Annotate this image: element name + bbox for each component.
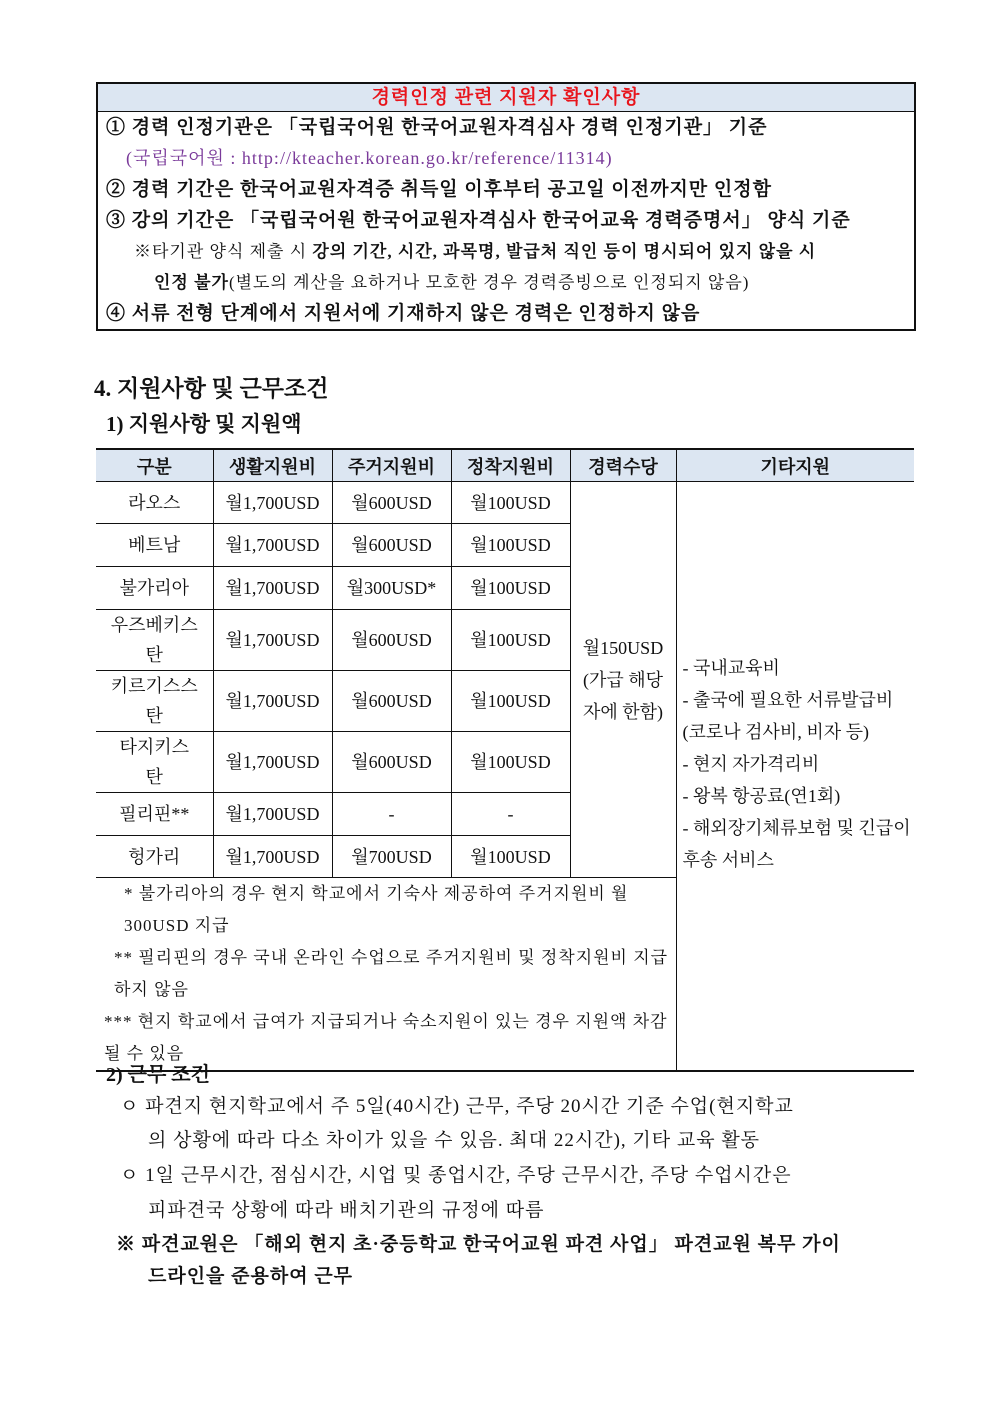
cell: 월1,700USD [213, 793, 332, 836]
country-cell: 헝가리 [96, 836, 213, 878]
header-cell: 경력수당 [570, 449, 676, 482]
cell: 월100USD [451, 671, 570, 732]
cell: 월100USD [451, 567, 570, 610]
cell: 월1,700USD [213, 610, 332, 671]
cell: 월100USD [451, 524, 570, 567]
cell: 월1,700USD [213, 524, 332, 567]
table-row [96, 482, 914, 524]
other-support-item: - 국내교육비 [682, 658, 780, 678]
country-cell: 라오스 [96, 482, 213, 524]
notice-item-3: ③ 강의 기간은 「국립국어원 한국어교원자격심사 한국어교육 경력증명서」 양식 기준 [106, 210, 851, 231]
other-support-item: - 현지 자가격리비 [682, 754, 820, 774]
subsection-title-2: 2) 근무 조건 [106, 1064, 210, 1086]
cell: 월1,700USD [213, 567, 332, 610]
notice-title: 경력인정 관련 지원자 확인사항 [98, 84, 914, 112]
country-cell: 키르기스스탄 [96, 671, 213, 732]
notice-item-3-note [98, 236, 914, 267]
table-header-row [96, 449, 914, 482]
other-support-item: - 해외장기체류보험 및 긴급이후송 서비스 [682, 818, 911, 870]
cell: 월300USD* [332, 567, 451, 610]
country-cell: 베트남 [96, 524, 213, 567]
condition-line: 피파견국 상황에 따라 배치기관의 규정에 따름 [148, 1200, 545, 1221]
note-prefix: ※타기관 양식 제출 시 [134, 242, 313, 261]
header-cell: 주거지원비 [332, 449, 451, 482]
cell: 월600USD [332, 610, 451, 671]
notice-item-2: ② 경력 기간은 한국어교원자격증 취득일 이후부터 공고일 이전까지만 인정함 [106, 179, 772, 200]
table-note: *** 현지 학교에서 급여가 지급되거나 숙소지원이 있는 경우 지원액 차감될 수 있음 [104, 1012, 668, 1063]
cell: 월1,700USD [213, 732, 332, 793]
header-cell: 정착지원비 [451, 449, 570, 482]
note2-rest: (별도의 계산을 요하거나 모호한 경우 경력증빙으로 인정되지 않음) [228, 273, 750, 292]
cell: 월700USD [332, 836, 451, 878]
notice-item-1: ① 경력 인정기관은 「국립국어원 한국어교원자격심사 경력 인정기관」 기준 [106, 117, 768, 138]
support-table [96, 448, 914, 1072]
cell: - [451, 793, 570, 836]
notice-box [96, 82, 916, 331]
cell: 월1,700USD [213, 836, 332, 878]
note2-bold: 인정 불가 [154, 273, 229, 292]
country-cell: 불가리아 [96, 567, 213, 610]
cell: 월1,700USD [213, 482, 332, 524]
other-support-item: - 왕복 항공료(연1회) [682, 786, 841, 806]
cell: 월100USD [451, 610, 570, 671]
country-cell: 타지키스탄 [96, 732, 213, 793]
note-bold: 강의 기간, 시간, 과목명, 발급처 직인 등이 명시되어 있지 않을 시 [312, 242, 817, 261]
cell: 월600USD [332, 671, 451, 732]
table-note: ** 필리핀의 경우 국내 온라인 수업으로 주거지원비 및 정착지원비 지급하지 않음 [114, 948, 669, 999]
cell: 월600USD [332, 482, 451, 524]
header-cell: 기타지원 [676, 449, 914, 482]
cell: 월600USD [332, 524, 451, 567]
notes-cell [96, 878, 676, 1072]
cell: 월600USD [332, 732, 451, 793]
condition-line: 의 상황에 따라 다소 차이가 있을 수 있음. 최대 22시간), 기타 교육 활동 [148, 1130, 761, 1151]
table-note: * 불가리아의 경우 현지 학교에서 기숙사 제공하여 주거지원비 월 300USD 지급 [124, 884, 629, 935]
country-cell: 우즈베키스탄 [96, 610, 213, 671]
cell: - [332, 793, 451, 836]
remark-line: 드라인을 준용하여 근무 [148, 1266, 354, 1287]
career-allowance-cell: 월150USD (가급 해당자에 한함) [570, 482, 676, 878]
remark-line: ※ 파견교원은 「해외 현지 초·중등학교 한국어교원 파견 사업」 파견교원 복무 가이 [116, 1234, 841, 1255]
header-cell: 생활지원비 [213, 449, 332, 482]
other-support-item: - 출국에 필요한 서류발급비 (코로나 검사비, 비자 등) [682, 690, 894, 742]
header-cell: 구분 [96, 449, 213, 482]
reference-link[interactable]: (국립국어원 : http://kteacher.korean.go.kr/reference/11314) [126, 148, 613, 168]
condition-line: ㅇ 파견지 현지학교에서 주 5일(40시간) 근무, 주당 20시간 기준 수업(현지학교 [120, 1096, 794, 1117]
cell: 월100USD [451, 732, 570, 793]
cell: 월100USD [451, 836, 570, 878]
other-support-cell [676, 482, 914, 1072]
cell: 월100USD [451, 482, 570, 524]
cell: 월1,700USD [213, 671, 332, 732]
notice-item-3-note-2 [98, 267, 914, 298]
condition-line: ㅇ 1일 근무시간, 점심시간, 시업 및 종업시간, 주당 근무시간, 주당 수업시간은 [120, 1165, 792, 1186]
notice-item-4: ④ 서류 전형 단계에서 지원서에 기재하지 않은 경력은 인정하지 않음 [106, 303, 701, 324]
section-title: 4. 지원사항 및 근무조건 [94, 376, 329, 401]
subsection-title-1: 1) 지원사항 및 지원액 [106, 412, 302, 436]
country-cell: 필리핀** [96, 793, 213, 836]
